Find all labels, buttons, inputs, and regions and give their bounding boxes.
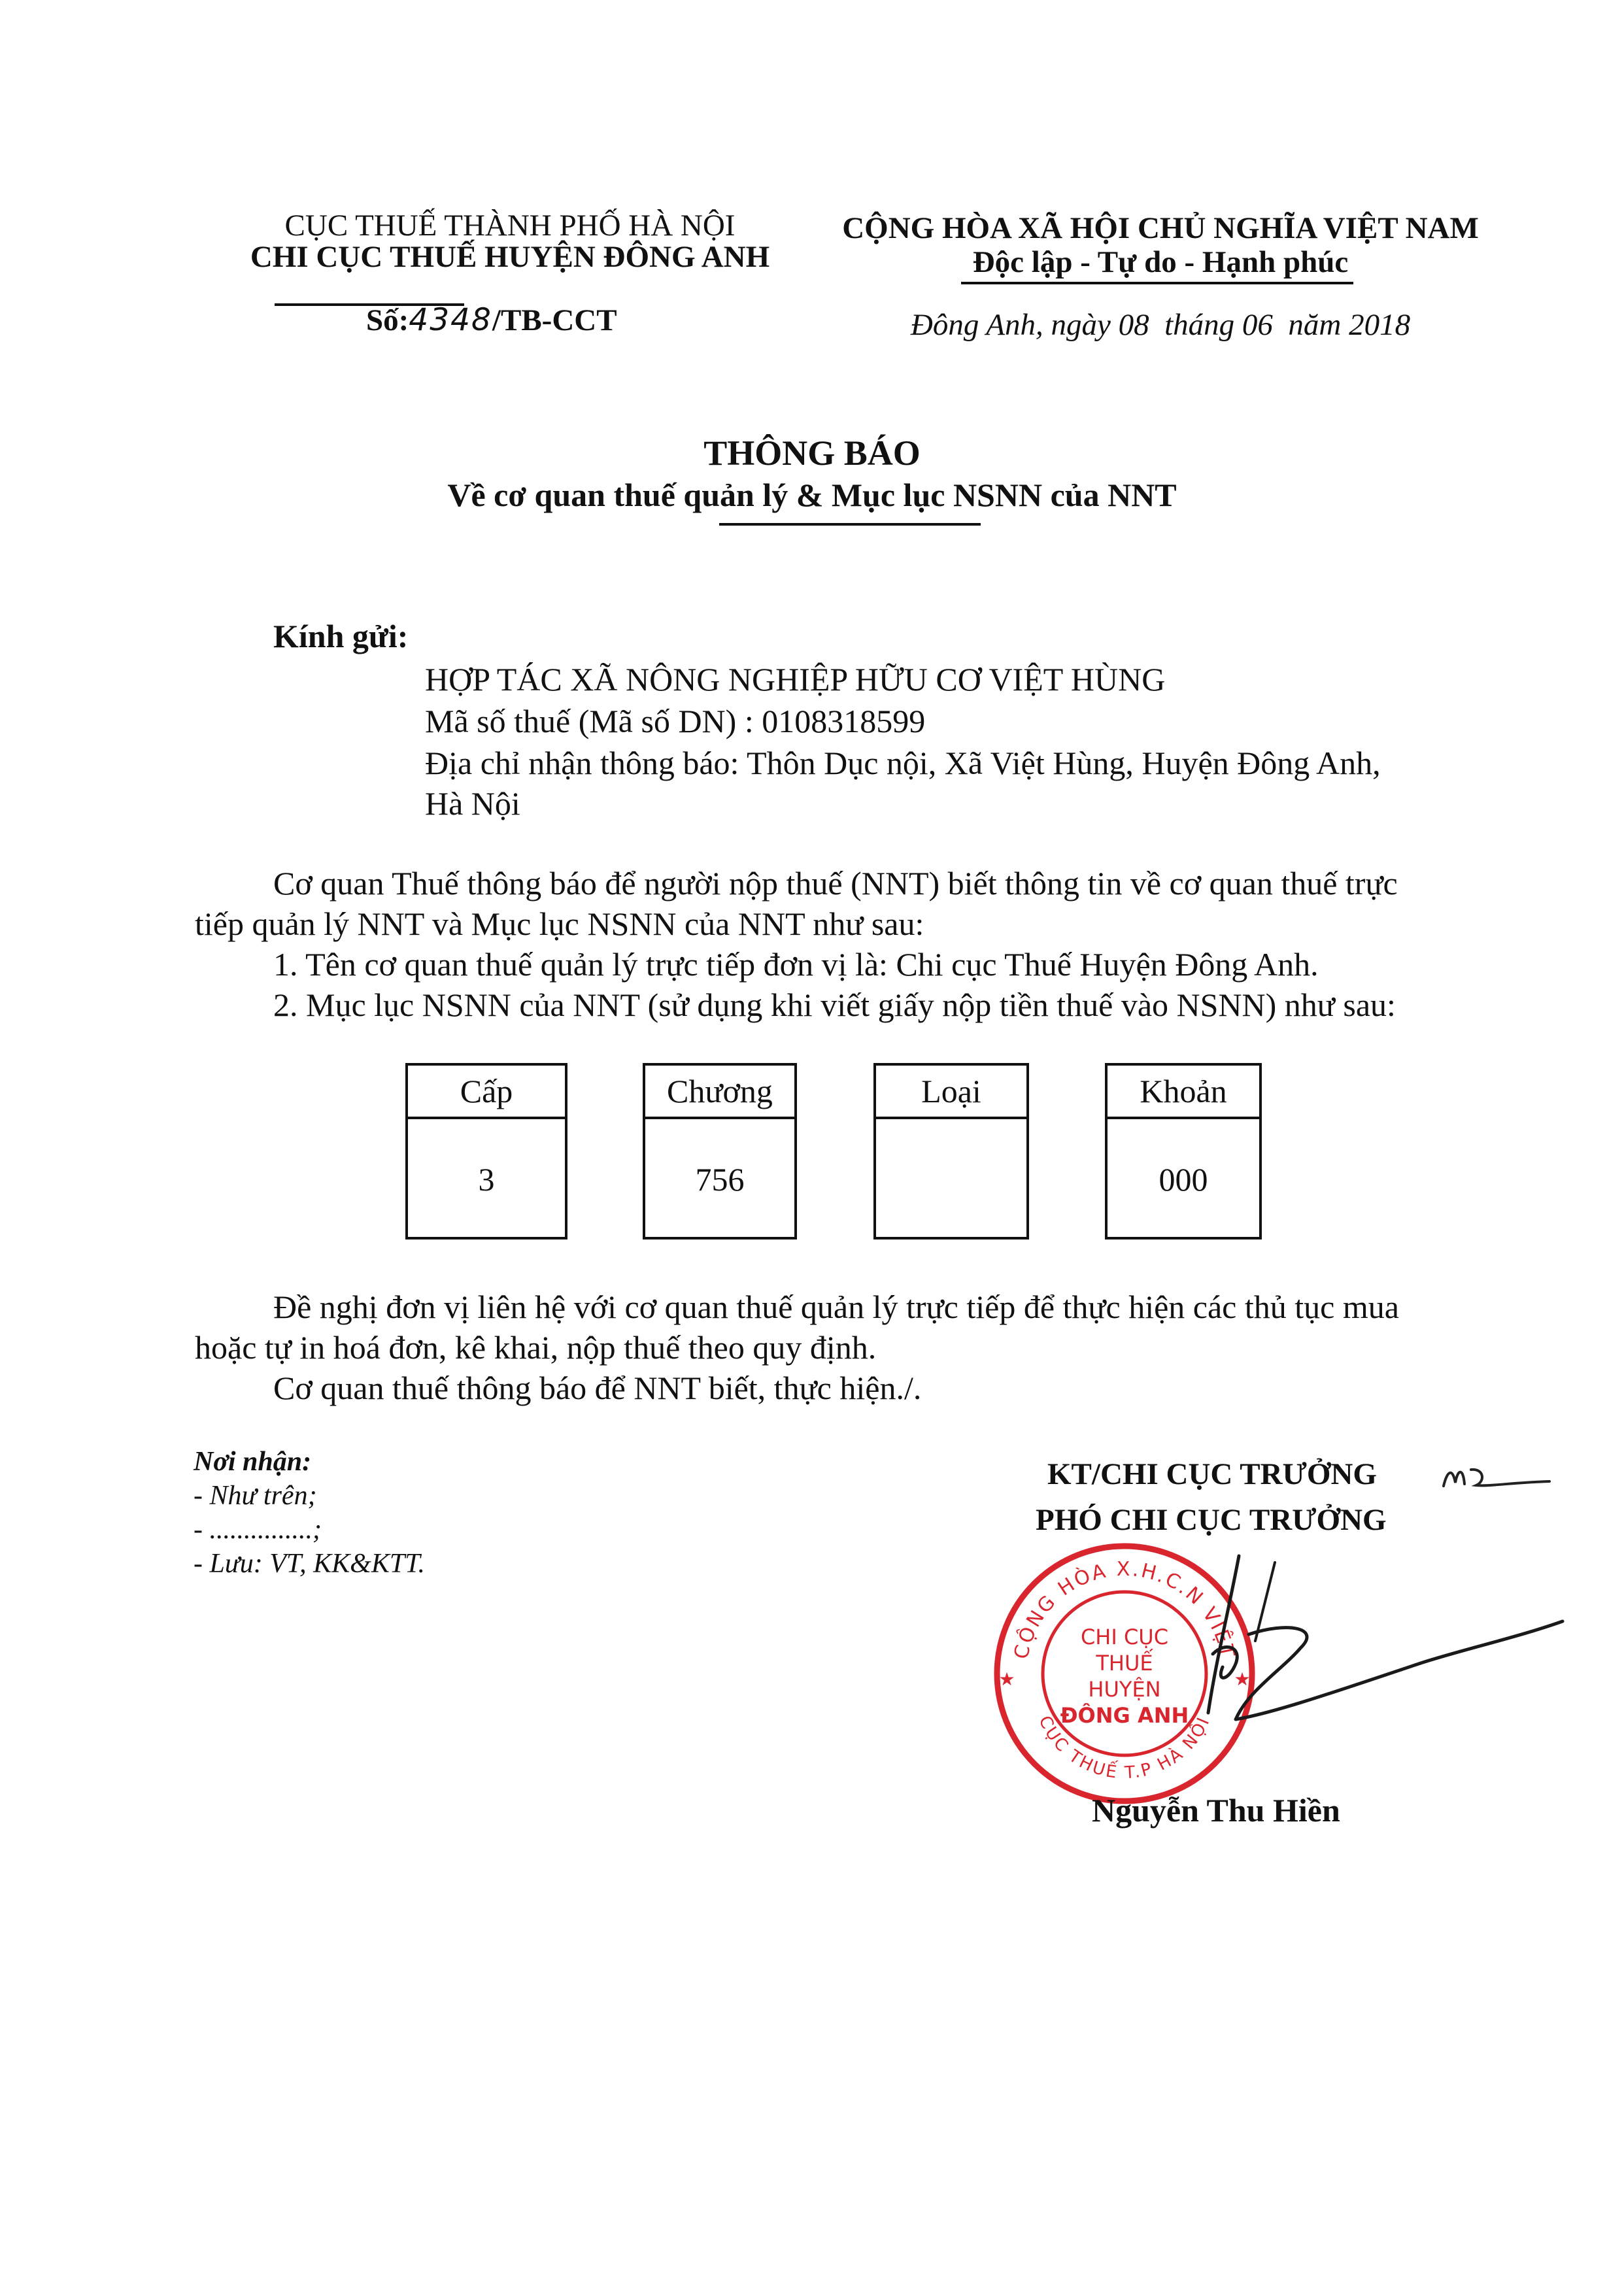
document-number: Số:4348/TB-CCT: [366, 302, 617, 338]
svg-text:★: ★: [1234, 1668, 1251, 1690]
svg-text:THUẾ: THUẾ: [1096, 1651, 1153, 1676]
budget-code-label: Chương: [645, 1066, 794, 1119]
budget-code-label: Khoản: [1108, 1066, 1259, 1119]
title-underline: [719, 523, 981, 526]
nation-motto: Độc lập - Tự do - Hạnh phúc: [972, 245, 1349, 279]
recipient-tax-code: Mã số thuế (Mã số DN) : 0108318599: [425, 703, 926, 739]
budget-code-cap: [405, 1063, 567, 1240]
budget-code-loai: [873, 1063, 1029, 1240]
budget-code-label: Loại: [876, 1066, 1026, 1119]
intro-paragraph: Cơ quan Thuế thông báo để người nộp thuế (NNT) biết thông tin về cơ quan thuế trực: [273, 865, 1398, 902]
handwritten-signature: [1177, 1549, 1582, 1765]
svg-text:CỘNG HÒA X.H.C.N VIỆT: CỘNG HÒA X.H.C.N VIỆT: [1009, 1557, 1240, 1661]
svg-text:★: ★: [998, 1668, 1015, 1690]
recipients-item: - ...............;: [194, 1515, 322, 1545]
svg-text:HUYỆN: HUYỆN: [1088, 1677, 1161, 1702]
budget-code-khoan: [1105, 1063, 1262, 1240]
nation-title: CỘNG HÒA XÃ HỘI CHỦ NGHĨA VIỆT NAM: [842, 211, 1479, 245]
recipient-name: HỢP TÁC XÃ NÔNG NGHIỆP HỮU CƠ VIỆT HÙNG: [425, 661, 1166, 698]
svg-text:CHI CỤC: CHI CỤC: [1080, 1625, 1169, 1649]
item-budget-codes: 2. Mục lục NSNN của NNT (sử dụng khi viết giấy nộp tiền thuế vào NSNN) như sau:: [273, 987, 1396, 1023]
request-paragraph: Đề nghị đơn vị liên hệ với cơ quan thuế quản lý trực tiếp để thực hiện các thủ tục mua: [273, 1289, 1399, 1325]
place-date: Đông Anh, ngày 08 tháng 06 năm 2018: [910, 308, 1411, 342]
agency-name: CHI CỤC THUẾ HUYỆN ĐÔNG ANH: [250, 240, 770, 274]
budget-code-label: Cấp: [408, 1066, 565, 1119]
signature-title-2: PHÓ CHI CỤC TRƯỞNG: [1036, 1503, 1387, 1537]
recipients-label: Nơi nhận:: [194, 1447, 312, 1477]
intro-paragraph-cont: tiếp quản lý NNT và Mục lục NSNN của NNT như sau:: [195, 905, 924, 942]
initials-mark: [1438, 1457, 1556, 1502]
recipients-item: - Lưu: VT, KK&KTT.: [194, 1549, 425, 1579]
motto-underline: [961, 282, 1353, 284]
closing-sentence: Cơ quan thuế thông báo để NNT biết, thực hiện./.: [273, 1370, 922, 1406]
signer-name: Nguyễn Thu Hiền: [1092, 1792, 1340, 1829]
item-tax-office: 1. Tên cơ quan thuế quản lý trực tiếp đơn vị là: Chi cục Thuế Huyện Đông Anh.: [273, 946, 1319, 983]
budget-code-value: 3: [478, 1161, 495, 1198]
svg-text:ĐÔNG ANH: ĐÔNG ANH: [1060, 1703, 1189, 1728]
budget-code-value: 756: [695, 1161, 745, 1198]
recipients-item: - Như trên;: [194, 1481, 317, 1511]
recipient-label: Kính gửi:: [273, 618, 409, 654]
document-title: THÔNG BÁO: [703, 433, 921, 473]
signature-title-1: KT/CHI CỤC TRƯỞNG: [1047, 1457, 1377, 1491]
agency-parent: CỤC THUẾ THÀNH PHỐ HÀ NỘI: [284, 209, 736, 243]
recipient-address: Địa chỉ nhận thông báo: Thôn Dục nội, Xã Việt Hùng, Huyện Đông Anh,: [425, 745, 1381, 781]
budget-code-chuong: [643, 1063, 797, 1240]
document-subtitle: Về cơ quan thuế quản lý & Mục lục NSNN của NNT: [447, 477, 1177, 513]
budget-code-value: 000: [1159, 1161, 1208, 1198]
svg-text:CỤC THUẾ T.P HÀ NỘI: CỤC THUẾ T.P HÀ NỘI: [1034, 1713, 1215, 1783]
request-paragraph-cont: hoặc tự in hoá đơn, kê khai, nộp thuế theo quy định.: [195, 1329, 877, 1366]
budget-code-value: [876, 1119, 1026, 1240]
recipient-address-cont: Hà Nội: [425, 785, 520, 822]
